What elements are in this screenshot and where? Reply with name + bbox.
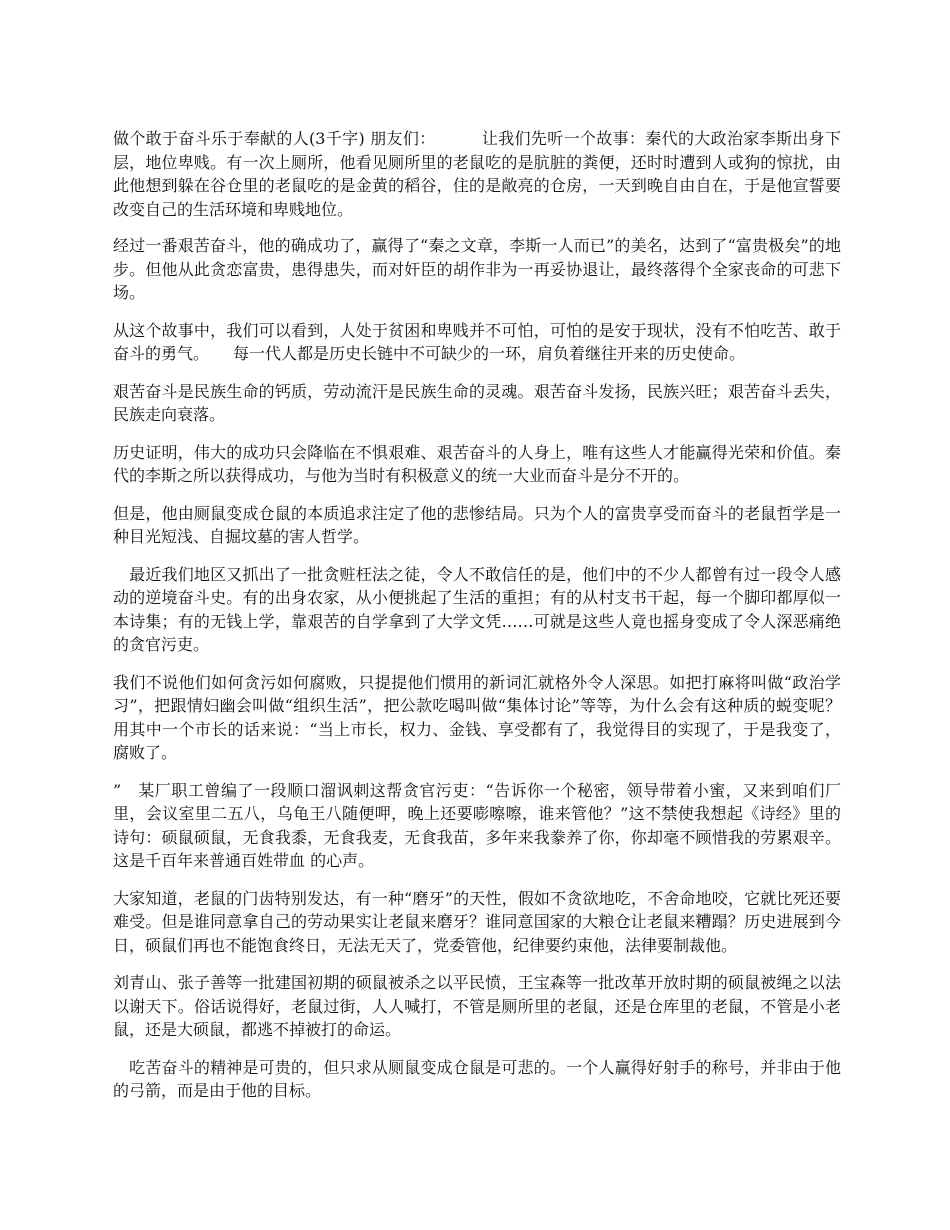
document-body: [113, 127, 841, 1117]
paragraph: 但是，他由厕鼠变成仓鼠的本质追求注定了他的悲惨结局。只为个人的富贵享受而奋斗的老鼠哲学是一种目光短浅、自掘坟墓的害人哲学。: [113, 503, 841, 546]
intro-paragraph: [113, 127, 841, 221]
paragraph: 历史证明，伟大的成功只会降临在不惧艰难、艰苦奋斗的人身上，唯有这些人才能赢得光荣和价值。秦代的李斯之所以获得成功，与他为当时有积极意义的统一大业而奋斗是分不开的。: [113, 442, 841, 485]
paragraph: 经过一番艰苦奋斗，他的确成功了，赢得了“秦之文章，李斯一人而已”的美名，达到了“富贵极矣”的地步。但他从此贪恋富贵，患得患失，而对奸臣的胡作非为一再妥协退让，最终落得个全家丧命的可悲下场。: [113, 236, 841, 302]
paragraph-text: 让我们先听一个故事：秦代的大政治家李斯出身下层，地位卑贱。有一次上厕所，他看见厕所里的老鼠吃的是肮脏的粪便，还时时遭到人或狗的惊扰，由此他想到躲在谷仓里的老鼠吃的是金黄的稻谷，住的是敞亮的仓房，一天到晚自由自在，于是他宣誓要改变自己的生活环境和卑贱地位。: [113, 129, 841, 219]
paragraph: 吃苦奋斗的精神是可贵的，但只求从厕鼠变成仓鼠是可悲的。一个人赢得好射手的称号，并非由于他的弓箭，而是由于他的目标。: [113, 1057, 841, 1100]
document-title: 做个敢于奋斗乐于奉献的人(3千字): [113, 129, 365, 148]
paragraph: 大家知道，老鼠的门齿特别发达，有一种“磨牙”的天性，假如不贪欲地吃，不舍命地咬，它就比死还要难受。但是谁同意拿自己的劳动果实让老鼠来磨牙？谁同意国家的大粮仓让老鼠来糟蹋？历史进展到今日，硕鼠们再也不能饱食终日，无法无天了，党委管他，纪律要约束他，法律要制裁他。: [113, 888, 841, 955]
salutation: 朋友们：: [370, 129, 436, 148]
paragraph: 艰苦奋斗是民族生命的钙质，劳动流汗是民族生命的灵魂。艰苦奋斗发扬，民族兴旺；艰苦奋斗丢失，民族走向衰落。: [113, 381, 841, 424]
paragraph: ” 某厂职工曾编了一段顺口溜讽刺这帮贪官污吏：“告诉你一个秘密，领导带着小蜜，又来到咱们厂里，会议室里二五八，乌龟王八随便呷，晚上还要嘭嚓嚓，谁来管他？”这不禁使我想起《诗经》里的诗句：硕鼠硕鼠，无食我黍，无食我麦，无食我苗，多年来我豢养了你，你却毫不顾惜我的劳累艰辛。这是千百年来普通百姓带血 的心声。: [113, 780, 841, 870]
paragraph: 最近我们地区又抓出了一批贪赃枉法之徒，令人不敢信任的是，他们中的不少人都曾有过一段令人感动的逆境奋斗史。有的出身农家，从小便挑起了生活的重担；有的从村支书干起，每一个脚印都厚似一本诗集；有的无钱上学，靠艰苦的自学拿到了大学文凭……可就是这些人竟也摇身变成了令人深恶痛绝的贪官污吏。: [113, 564, 841, 654]
paragraph: 我们不说他们如何贪污如何腐败，只提提他们惯用的新词汇就格外令人深思。如把打麻将叫做“政治学习”，把跟情妇幽会叫做“组织生活”，把公款吃喝叫做“集体讨论”等等，为什么会有这种质的蜕变呢？用其中一个市长的话来说：“当上市长，权力、金钱、享受都有了，我觉得目的实现了，于是我变了，腐败了。: [113, 672, 841, 762]
paragraph: 刘青山、张子善等一批建国初期的硕鼠被杀之以平民愤，王宝森等一批改革开放时期的硕鼠被绳之以法以谢天下。俗话说得好，老鼠过街，人人喊打，不管是厕所里的老鼠，还是仓库里的老鼠，不管是小老鼠，还是大硕鼠，都逃不掉被打的命运。: [113, 973, 841, 1039]
paragraph: 从这个故事中，我们可以看到，人处于贫困和卑贱并不可怕，可怕的是安于现状，没有不怕吃苦、敢于奋斗的勇气。 每一代人都是历史长链中不可缺少的一环，肩负着继往开来的历史使命。: [113, 320, 841, 363]
